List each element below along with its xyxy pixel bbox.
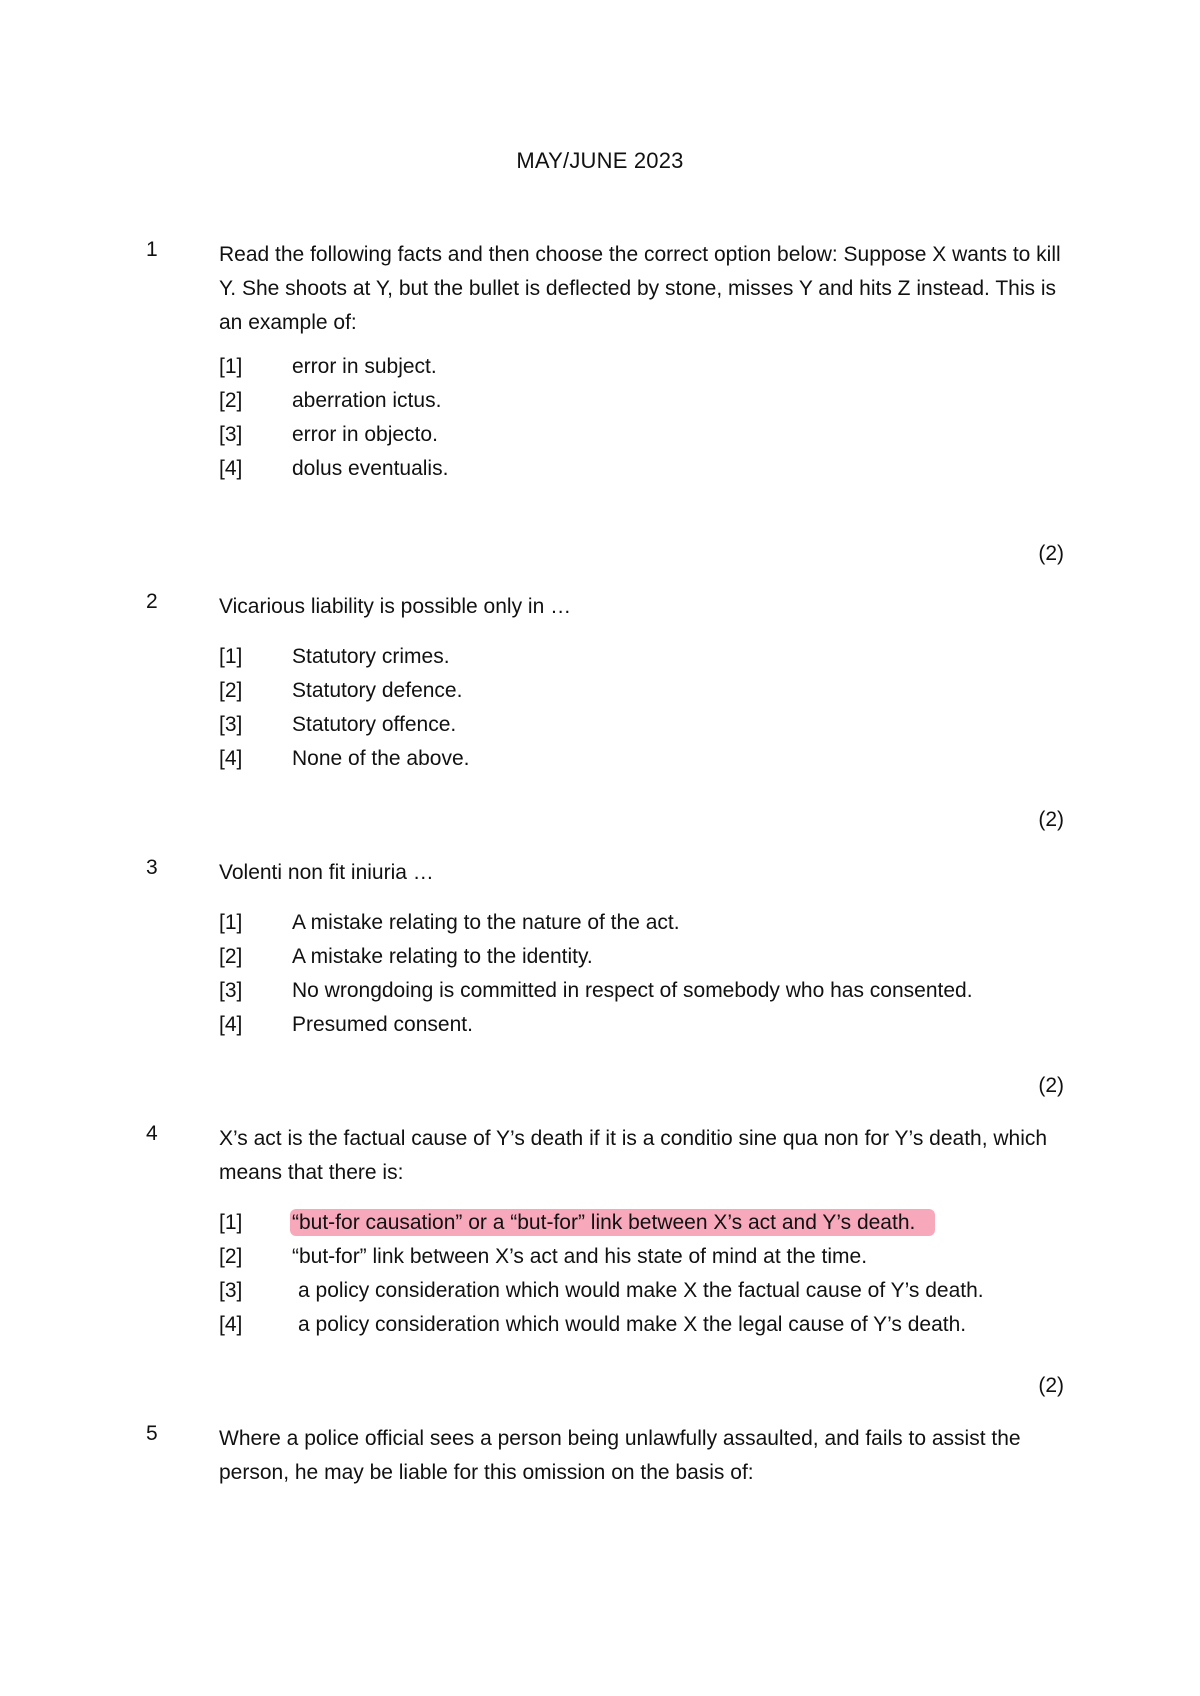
marks-label: (2) <box>1038 808 1064 831</box>
option-label: [2] <box>219 389 243 412</box>
option-item <box>219 974 1069 1008</box>
option-item <box>219 708 1069 742</box>
marks-label: (2) <box>1038 542 1064 565</box>
option-label: [1] <box>219 645 243 668</box>
question-text: X’s act is the factual cause of Y’s death if it is a conditio sine qua non for Y’s death, which means that there is: <box>219 1127 1048 1184</box>
option-item <box>219 1240 1069 1274</box>
option-text: error in objecto. <box>292 423 438 446</box>
option-item <box>219 1008 1069 1042</box>
question-number: 5 <box>146 1422 158 1445</box>
option-label: [3] <box>219 713 243 736</box>
question-number: 2 <box>146 590 158 613</box>
option-item <box>219 384 1069 418</box>
question-number: 3 <box>146 856 158 879</box>
question-number: 1 <box>146 238 158 261</box>
option-text: dolus eventualis. <box>292 457 449 480</box>
page-title: MAY/JUNE 2023 <box>516 148 684 173</box>
question-1-options <box>219 350 1069 486</box>
option-item <box>219 350 1069 384</box>
option-text: No wrongdoing is committed in respect of somebody who has consented. <box>292 979 973 1002</box>
option-text: None of the above. <box>292 747 470 770</box>
option-item <box>219 640 1069 674</box>
question-number: 4 <box>146 1122 158 1145</box>
option-text: a policy consideration which would make X the legal cause of Y’s death. <box>298 1313 967 1336</box>
option-text: a policy consideration which would make X the factual cause of Y’s death. <box>298 1279 984 1302</box>
marks-label: (2) <box>1038 1074 1064 1097</box>
option-label: [3] <box>219 423 243 446</box>
option-label: [2] <box>219 1245 243 1268</box>
question-3-options <box>219 906 1069 1042</box>
option-text: Statutory offence. <box>292 713 457 736</box>
option-item <box>219 1274 1069 1308</box>
option-label: [4] <box>219 1313 243 1336</box>
option-label: [1] <box>219 911 243 934</box>
option-item <box>219 1308 1069 1342</box>
option-item <box>219 940 1069 974</box>
option-text: error in subject. <box>292 355 437 378</box>
option-text: Presumed consent. <box>292 1013 473 1036</box>
question-4-options <box>219 1206 1069 1342</box>
option-text: A mistake relating to the identity. <box>292 945 593 968</box>
question-text: Vicarious liability is possible only in … <box>219 595 572 618</box>
option-text: “but-for” link between X’s act and his state of mind at the time. <box>292 1245 868 1268</box>
highlight-mark: “but-for causation” or a “but-for” link between X’s act and Y’s death. <box>290 1209 935 1236</box>
option-label: [3] <box>219 979 243 1002</box>
option-item <box>219 742 1069 776</box>
option-label: [2] <box>219 945 243 968</box>
option-label: [1] <box>219 355 243 378</box>
option-label: [2] <box>219 679 243 702</box>
marks-label: (2) <box>1038 1374 1064 1397</box>
option-label: [4] <box>219 1013 243 1036</box>
option-item <box>219 1206 1069 1240</box>
option-label: [4] <box>219 457 243 480</box>
option-label: [4] <box>219 747 243 770</box>
option-item <box>219 906 1069 940</box>
option-label: [1] <box>219 1211 243 1234</box>
question-text: Volenti non fit iniuria … <box>219 861 434 884</box>
option-text: Statutory defence. <box>292 679 463 702</box>
option-item <box>219 418 1069 452</box>
question-2-options <box>219 640 1069 776</box>
option-label: [3] <box>219 1279 243 1302</box>
option-text-highlighted <box>292 1206 935 1240</box>
question-text: Read the following facts and then choose the correct option below: Suppose X wants to kill Y. She shoots at Y, but the bullet is deflected by stone, misses Y and hits Z instead. This is an example of: <box>219 243 1061 334</box>
option-text: A mistake relating to the nature of the act. <box>292 911 680 934</box>
option-text: aberration ictus. <box>292 389 442 412</box>
question-text: Where a police official sees a person being unlawfully assaulted, and fails to assist the person, he may be liable for this omission on the basis of: <box>219 1427 1021 1484</box>
option-item <box>219 674 1069 708</box>
option-text: Statutory crimes. <box>292 645 450 668</box>
option-item <box>219 452 1069 486</box>
